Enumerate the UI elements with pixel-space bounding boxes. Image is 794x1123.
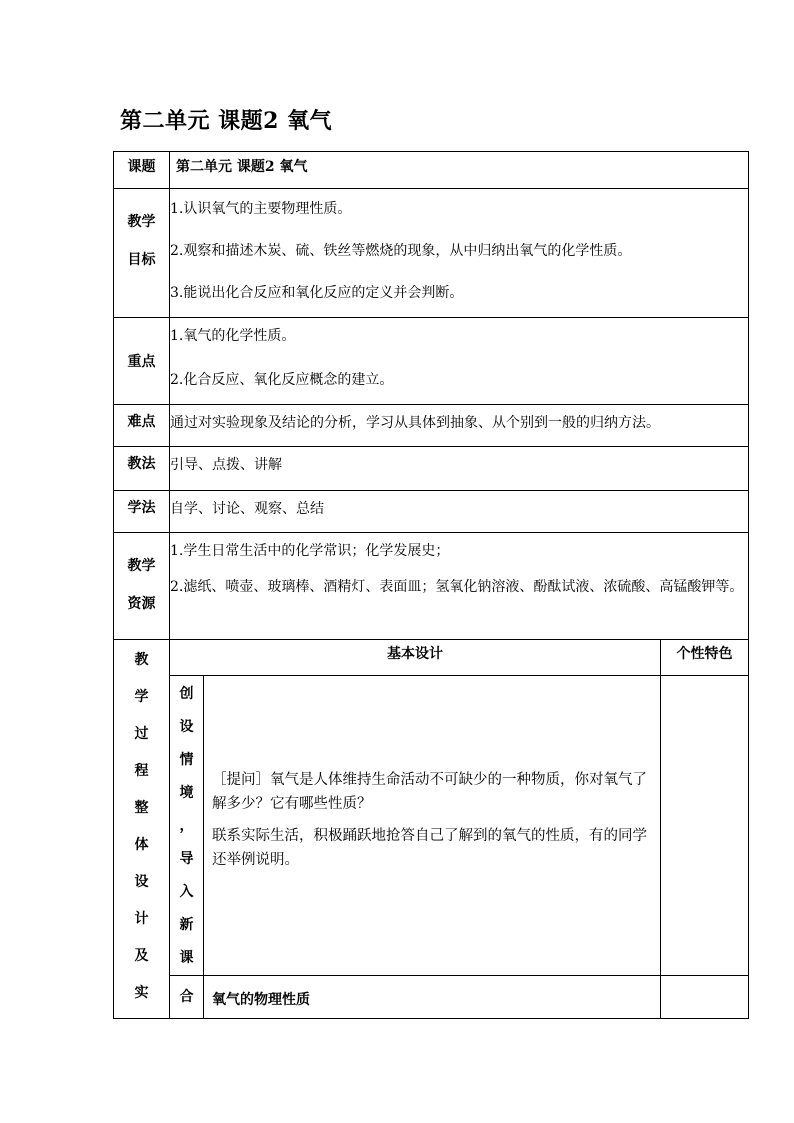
goal-item-3: 3.能说出化合反应和氧化反应的定义并会判断。	[170, 285, 464, 301]
side-char-8: 计	[134, 911, 149, 927]
process-header-row	[114, 640, 749, 676]
stage-1-feature-cell	[661, 676, 749, 976]
topic-value: 第二单元 课题2 氧气	[170, 152, 749, 189]
stage1-char-5: ，	[179, 818, 194, 834]
teaching-method-row	[114, 447, 749, 491]
goal-item-1: 1.认识氧气的主要物理性质。	[170, 201, 352, 217]
stage1-char-9: 课	[179, 950, 194, 966]
stage1-char-1: 创	[179, 686, 194, 702]
teaching-method-label: 教法	[114, 447, 170, 491]
topic-label: 课题	[114, 152, 170, 189]
stage1-char-4: 境	[179, 785, 194, 801]
resources-label-line-2: 资源	[127, 596, 156, 612]
resource-item-2: 2.滤纸、喷壶、玻璃棒、酒精灯、表面皿；氢氧化钠溶液、酚酞试液、浓硫酸、高锰酸钾等。	[170, 579, 744, 595]
stage-2-row	[114, 976, 749, 1019]
key-point-item-1: 1.氧气的化学性质。	[170, 328, 296, 344]
stage-1-label	[170, 676, 204, 976]
stage-2-title: 氧气的物理性质	[204, 976, 661, 1019]
side-char-9: 及	[134, 948, 149, 964]
difficulty-value: 通过对实验现象及结论的分析，学习从具体到抽象、从个别到一般的归纳方法。	[170, 405, 749, 447]
goals-row	[114, 189, 749, 318]
side-char-7: 设	[134, 874, 149, 890]
stage-1-content	[204, 676, 661, 976]
goals-label-line-1: 教学	[127, 214, 156, 230]
teaching-method-value: 引导、点拨、讲解	[170, 447, 749, 491]
goal-item-2: 2.观察和描述木炭、硫、铁丝等燃烧的现象，从中归纳出氧气的化学性质。	[170, 243, 632, 259]
resources-label	[114, 533, 170, 640]
side-char-1: 教	[134, 652, 149, 668]
key-points-label: 重点	[114, 318, 170, 405]
side-char-5: 整	[134, 800, 149, 816]
goals-content	[170, 189, 749, 318]
stage-1-paragraph-2: 联系实际生活，积极踊跃地抢答自己了解到的氧气的性质，有的同学还举例说明。	[212, 828, 647, 868]
key-point-item-2: 2.化合反应、氧化反应概念的建立。	[170, 372, 394, 388]
lesson-plan-table	[113, 151, 749, 1019]
learning-method-value: 自学、讨论、观察、总结	[170, 491, 749, 533]
goals-label	[114, 189, 170, 318]
side-char-10: 实	[134, 985, 149, 1001]
page-title: 第二单元 课题2 氧气	[120, 108, 333, 134]
stage1-char-6: 导	[179, 851, 194, 867]
goals-label-line-2: 目标	[127, 252, 156, 268]
resources-row	[114, 533, 749, 640]
stage-2-label: 合	[170, 976, 204, 1019]
feature-header: 个性特色	[661, 640, 749, 676]
stage1-char-8: 新	[179, 917, 194, 933]
resource-item-1: 1.学生日常生活中的化学常识；化学发展史；	[170, 543, 450, 559]
key-points-row	[114, 318, 749, 405]
stage-1-row	[114, 676, 749, 976]
key-points-content	[170, 318, 749, 405]
resources-label-line-1: 教学	[127, 558, 156, 574]
learning-method-label: 学法	[114, 491, 170, 533]
stage-2-feature-cell	[661, 976, 749, 1019]
resources-content	[170, 533, 749, 640]
topic-row	[114, 152, 749, 189]
side-char-4: 程	[134, 763, 149, 779]
side-char-3: 过	[134, 726, 149, 742]
stage1-char-7: 入	[179, 884, 194, 900]
side-char-6: 体	[134, 837, 149, 853]
stage1-char-3: 情	[179, 752, 194, 768]
process-side-label	[114, 640, 170, 1019]
stage1-char-2: 设	[179, 719, 194, 735]
difficulty-row	[114, 405, 749, 447]
difficulty-label: 难点	[114, 405, 170, 447]
side-char-2: 学	[134, 689, 149, 705]
stage-1-paragraph-1: ［提问］氧气是人体维持生命活动不可缺少的一种物质，你对氧气了解多少？它有哪些性质？	[212, 772, 647, 812]
learning-method-row	[114, 491, 749, 533]
basic-design-header: 基本设计	[170, 640, 661, 676]
